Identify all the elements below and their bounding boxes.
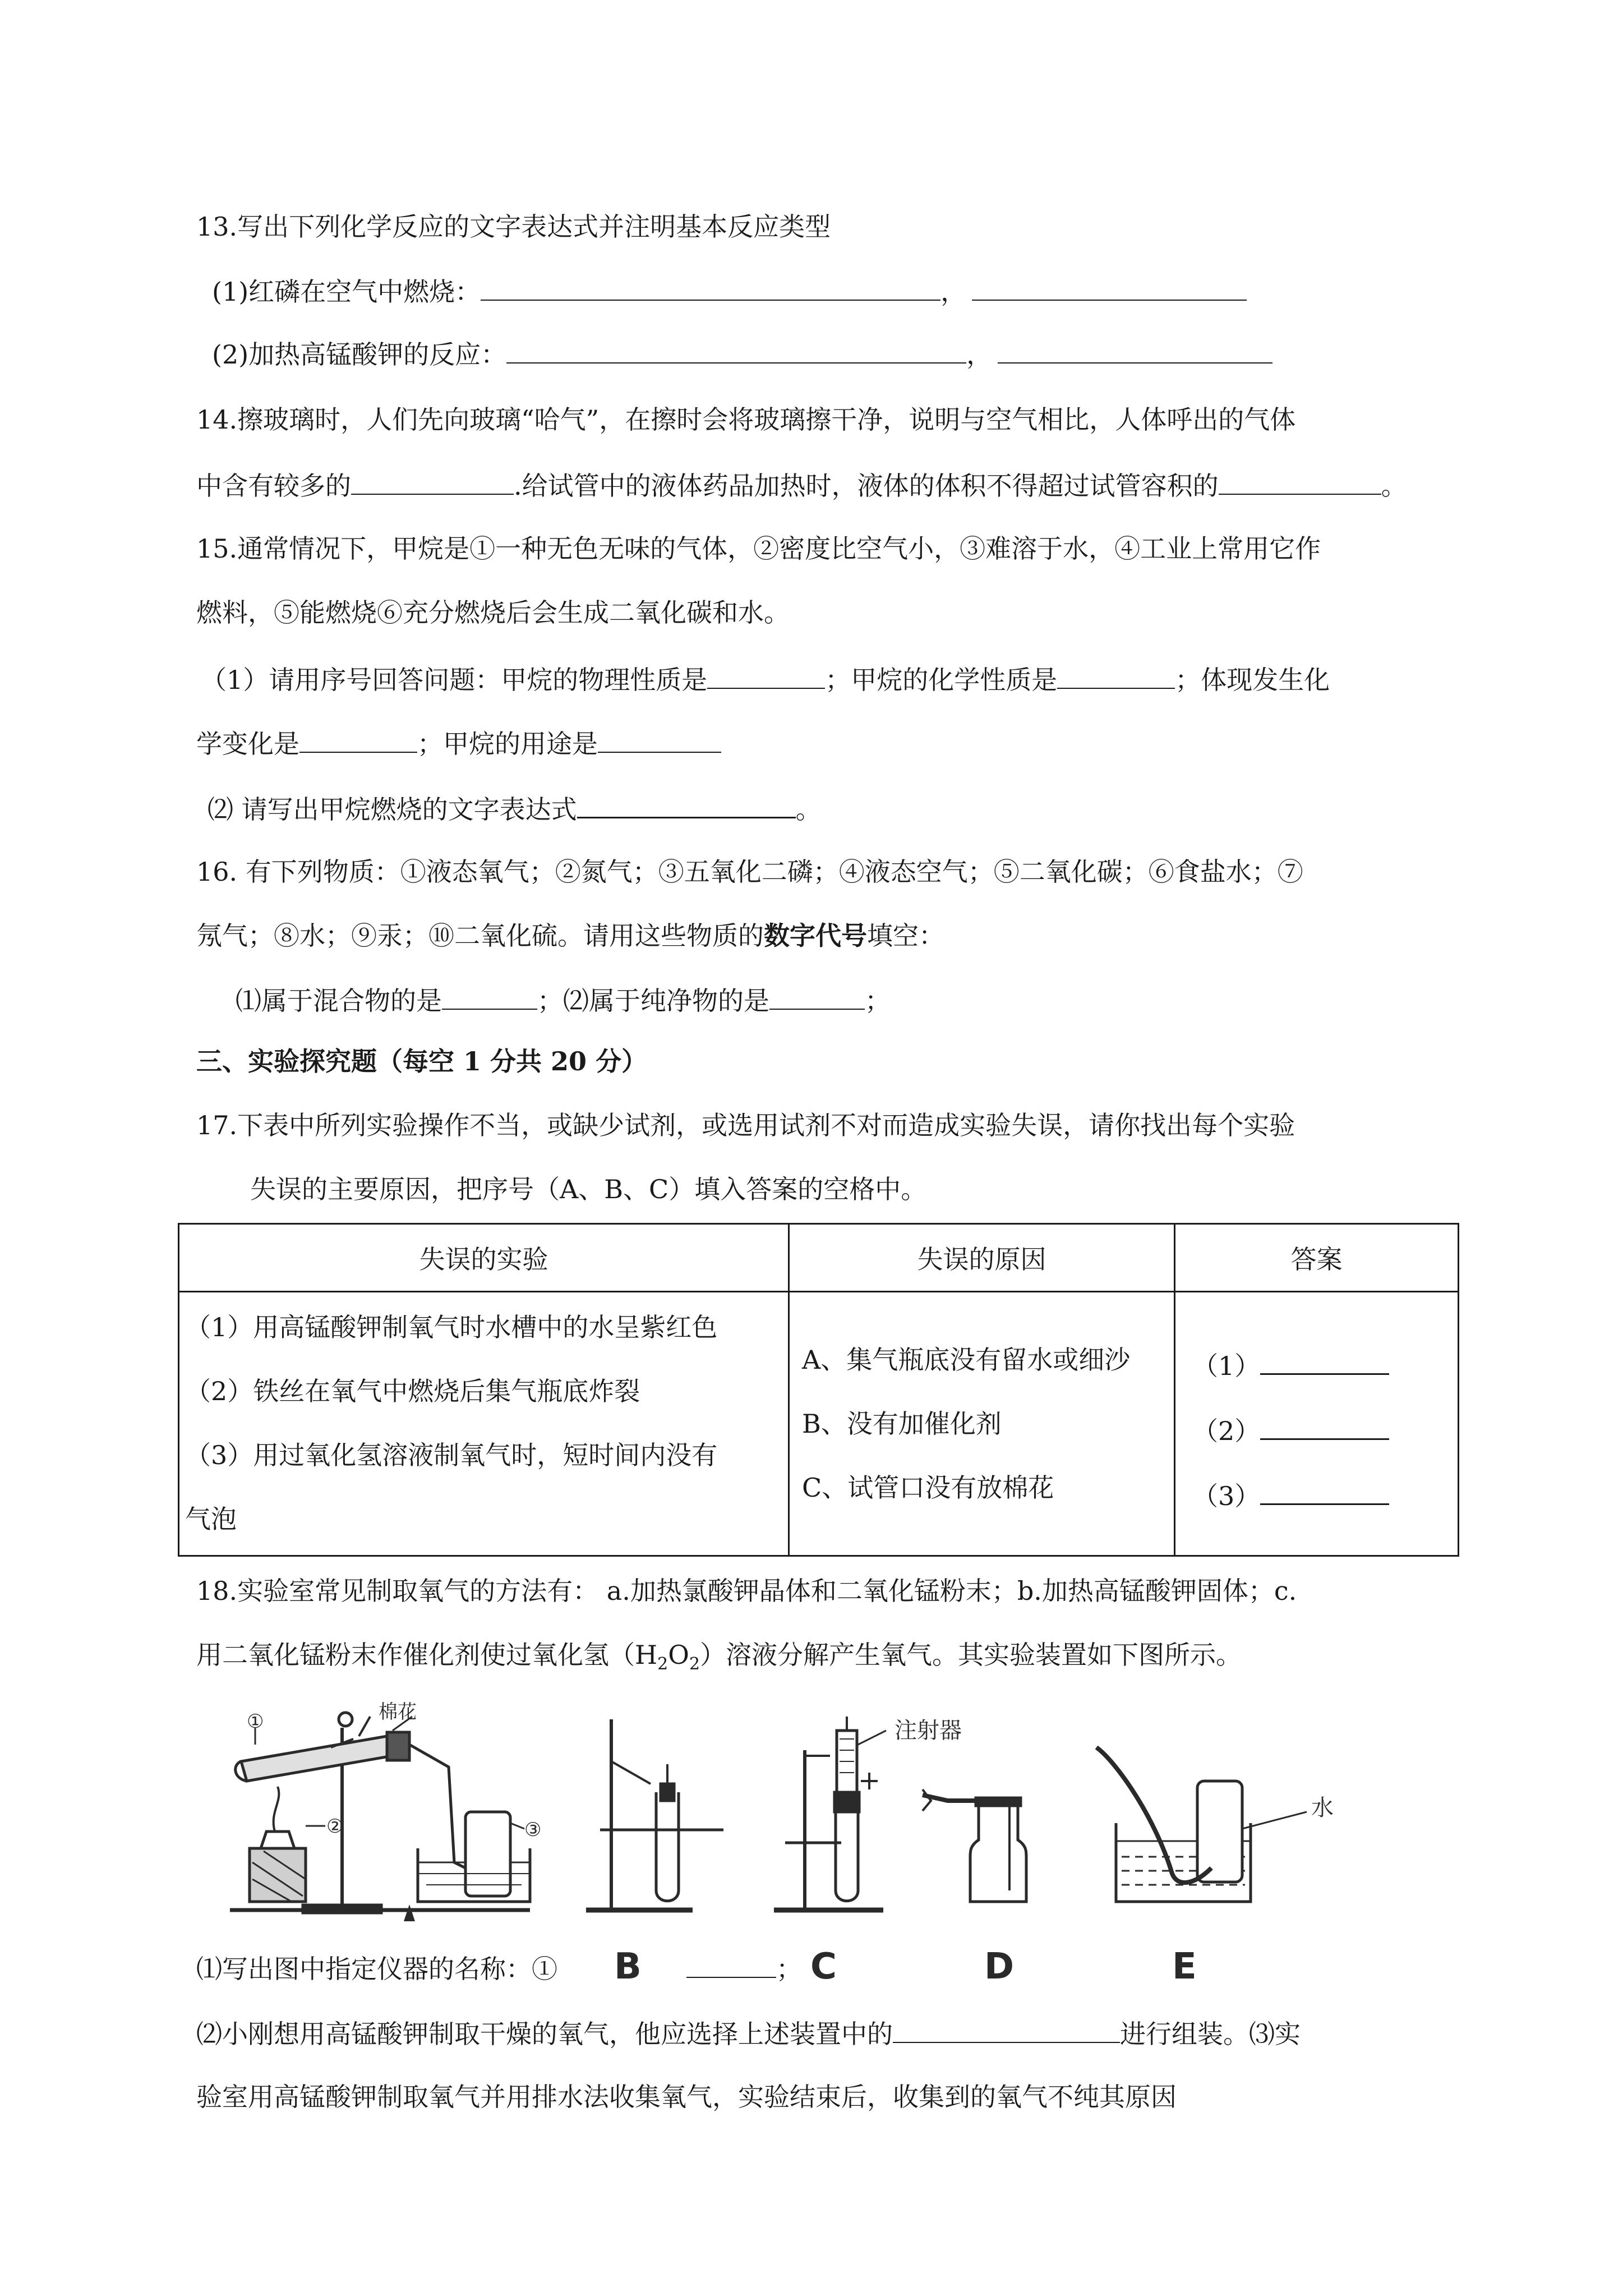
q18-sub-o2: 2 (689, 1654, 700, 1674)
q13-title: 13.写出下列化学反应的文字表达式并注明基本反应类型 (196, 211, 831, 242)
q17-reason-a: A、集气瓶底没有留水或细沙 (802, 1345, 1131, 1375)
q16-line2-b: 填空： (867, 921, 944, 951)
q16-p1: ⑴属于混合物的是 (236, 986, 442, 1016)
q15-p1-b: ；甲烷的化学性质是 (825, 665, 1058, 695)
q18-p1-semicolon: ； (776, 1954, 802, 1984)
q18-part2 (196, 2015, 1301, 2051)
q17-reason-b: B、没有加催化剂 (802, 1409, 1002, 1439)
q14-line2-c: 。 (1381, 471, 1407, 501)
q15-p1-a: （1）请用序号回答问题：甲烷的物理性质是 (201, 665, 708, 695)
fig-label-syringe: 注射器 (895, 1718, 962, 1743)
q13-part1-label: (1)红磷在空气中燃烧： (212, 277, 481, 307)
apparatus-c (774, 1717, 962, 1987)
q17-header-reason: 失误的原因 (789, 1224, 1175, 1292)
q17-answer-3-label: （3） (1192, 1481, 1261, 1511)
q16-p2: ；⑵属于纯净物的是 (537, 986, 769, 1016)
fig-circle-2: ② (326, 1815, 344, 1838)
q16-line2-bold: 数字代号 (764, 921, 867, 951)
q18-p2-a: ⑵小刚想用高锰酸钾制取干燥的氧气，他应选择上述装置中的 (196, 2019, 893, 2049)
q13-part2-comma: ， (966, 339, 993, 370)
q15-p1-e: ；甲烷的用途是 (417, 729, 598, 759)
fig-label-water: 水 (1311, 1795, 1334, 1821)
q15-p1-d: 学变化是 (196, 729, 299, 759)
q18-p2-blank[interactable] (893, 2015, 1120, 2043)
q15-line2: 燃料，⑤能燃烧⑥充分燃烧后会生成二氧化碳和水。 (196, 597, 790, 628)
q17-line1: 17.下表中所列实验操作不当，或缺少试剂，或选用试剂不对而造成实验失误，请你找出每个实验 (196, 1110, 1295, 1140)
fig-label-b: B (614, 1946, 642, 1987)
q13-part2-label: (2)加热高锰酸钾的反应： (212, 339, 507, 370)
q17-answer-1-label: （1） (1192, 1351, 1261, 1381)
q18-part1 (196, 1950, 802, 1986)
q18-part3: 验室用高锰酸钾制取氧气并用排水法收集氧气，实验结束后，收集到的氧气不纯其原因 (196, 2082, 1177, 2112)
q18-line2-c: ）溶液分解产生氧气。其实验装置如下图所示。 (700, 1640, 1242, 1670)
q17-experiment-3: （3）用过氧化氢溶液制氧气时，短时间内没有 (185, 1440, 718, 1470)
fig-label-d: D (984, 1946, 1015, 1987)
q15-line1: 15.通常情况下，甲烷是①一种无色无味的气体，②密度比空气小，③难溶于水，④工业上常用它作 (196, 533, 1321, 564)
q17-experiment-2: （2）铁丝在氧气中燃烧后集气瓶底炸裂 (185, 1376, 640, 1406)
q16-line2-a: 氖气；⑧水；⑨汞；⑩二氧化硫。请用这些物质的 (196, 921, 764, 951)
apparatus-b (586, 1719, 723, 1987)
q17-answer-2-label: （2） (1192, 1416, 1261, 1446)
q17-experiment-3-cont: 气泡 (185, 1504, 237, 1534)
q18-line1: 18.实验室常见制取氧气的方法有： a.加热氯酸钾晶体和二氧化锰粉末；b.加热高锰酸钾固体；c. (196, 1576, 1297, 1606)
apparatus-d (923, 1789, 1026, 1987)
q18-p1-label: ⑴写出图中指定仪器的名称：① (196, 1954, 557, 1984)
section3-title: 三、实验探究题（每空 1 分共 20 分） (196, 1046, 648, 1076)
q17-header-answer: 答案 (1175, 1224, 1459, 1292)
fig-circle-3: ③ (524, 1819, 542, 1841)
q17-experiment-1: （1）用高锰酸钾制氧气时水槽中的水呈紫红色 (185, 1312, 718, 1342)
fig-circle-1: ① (247, 1710, 264, 1733)
q18-p1-blank[interactable] (686, 1950, 776, 1978)
q16-p3: ； (865, 986, 891, 1016)
q14-line2-a: 中含有较多的 (196, 471, 351, 501)
q17-header-experiment: 失误的实验 (179, 1224, 789, 1292)
q17-line2: 失误的主要原因，把序号（A、B、C）填入答案的空格中。 (250, 1174, 927, 1204)
q14-line1: 14.擦玻璃时，人们先向玻璃“哈气”，在擦时会将玻璃擦干净，说明与空气相比，人体呼出的气体 (196, 404, 1296, 435)
q18-p2-b: 进行组装。⑶实 (1120, 2019, 1301, 2049)
q18-sub-h2: 2 (657, 1654, 668, 1674)
q15-p2-a: ⑵ 请写出甲烷燃烧的文字表达式 (208, 794, 577, 825)
apparatus-a (230, 1701, 541, 1921)
q13-part1-comma: ， (940, 277, 967, 307)
apparatus-e (1096, 1747, 1334, 1987)
fig-label-e: E (1172, 1946, 1197, 1987)
fig-label-c: C (810, 1946, 837, 1987)
q18-line2-a: 用二氧化锰粉末作催化剂使过氧化氢（H (196, 1640, 658, 1670)
q15-p2-b: 。 (795, 794, 822, 825)
q17-reason-c: C、试管口没有放棉花 (802, 1473, 1054, 1503)
q16-line1: 16. 有下列物质：①液态氧气；②氮气；③五氧化二磷；④液态空气；⑤二氧化碳；⑥食盐水；⑦ (196, 857, 1303, 887)
q15-p1-c: ；体现发生化 (1175, 665, 1330, 695)
q14-line2-b: .给试管中的液体药品加热时，液体的体积不得超过试管容积的 (514, 471, 1219, 501)
fig-label-cotton: 棉花 (379, 1701, 417, 1723)
q18-line2-b: O (668, 1640, 689, 1670)
